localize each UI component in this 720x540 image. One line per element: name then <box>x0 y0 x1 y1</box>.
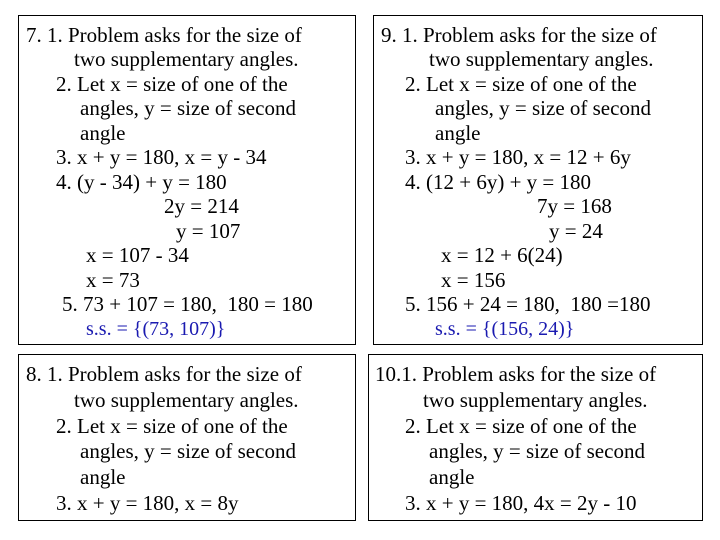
p8-line-1: 8. 1. Problem asks for the size of <box>26 362 302 386</box>
p9-line-2: two supplementary angles. <box>429 47 654 71</box>
p9-line-3: 2. Let x = size of one of the <box>405 72 637 96</box>
problem-8-box <box>18 354 356 521</box>
p9-line-1: 9. 1. Problem asks for the size of <box>381 23 657 47</box>
p9-line-6: 3. x + y = 180, x = 12 + 6y <box>405 145 631 169</box>
p10-line-5: angle <box>429 465 475 489</box>
p7-line-7: 4. (y - 34) + y = 180 <box>56 170 227 194</box>
p9-line-12: 5. 156 + 24 = 180, 180 =180 <box>405 292 651 316</box>
p9-line-9: y = 24 <box>549 219 603 243</box>
p7-line-12: 5. 73 + 107 = 180, 180 = 180 <box>62 292 313 316</box>
p8-line-3: 2. Let x = size of one of the <box>56 414 288 438</box>
p10-line-1: 10.1. Problem asks for the size of <box>375 362 657 386</box>
p7-line-4: angles, y = size of second <box>80 96 296 120</box>
problem-9-box <box>373 15 703 345</box>
p7-line-9: y = 107 <box>176 219 241 243</box>
p7-line-8: 2y = 214 <box>164 194 239 218</box>
p9-solution-set: s.s. = {(156, 24)} <box>435 318 575 340</box>
p10-line-3: 2. Let x = size of one of the <box>405 414 637 438</box>
p10-line-4: angles, y = size of second <box>429 439 645 463</box>
p8-line-6: 3. x + y = 180, x = 8y <box>56 491 239 515</box>
p7-line-10: x = 107 - 34 <box>86 243 189 267</box>
p8-line-2: two supplementary angles. <box>74 388 299 412</box>
p9-line-4: angles, y = size of second <box>435 96 651 120</box>
p9-line-7: 4. (12 + 6y) + y = 180 <box>405 170 592 194</box>
p10-line-2: two supplementary angles. <box>423 388 648 412</box>
p8-line-5: angle <box>80 465 126 489</box>
p9-line-10: x = 12 + 6(24) <box>441 243 563 267</box>
problem-7-box <box>18 15 356 345</box>
p7-line-3: 2. Let x = size of one of the <box>56 72 288 96</box>
p8-line-4: angles, y = size of second <box>80 439 296 463</box>
p7-line-11: x = 73 <box>86 268 140 292</box>
p10-line-6: 3. x + y = 180, 4x = 2y - 10 <box>405 491 637 515</box>
p9-line-8: 7y = 168 <box>537 194 612 218</box>
p7-solution-set: s.s. = {(73, 107)} <box>86 318 226 340</box>
p7-line-2: two supplementary angles. <box>74 47 299 71</box>
problem-10-box <box>368 354 703 521</box>
p9-line-5: angle <box>435 121 481 145</box>
p9-line-11: x = 156 <box>441 268 506 292</box>
p7-line-6: 3. x + y = 180, x = y - 34 <box>56 145 267 169</box>
p7-line-5: angle <box>80 121 126 145</box>
p7-line-1: 7. 1. Problem asks for the size of <box>26 23 302 47</box>
